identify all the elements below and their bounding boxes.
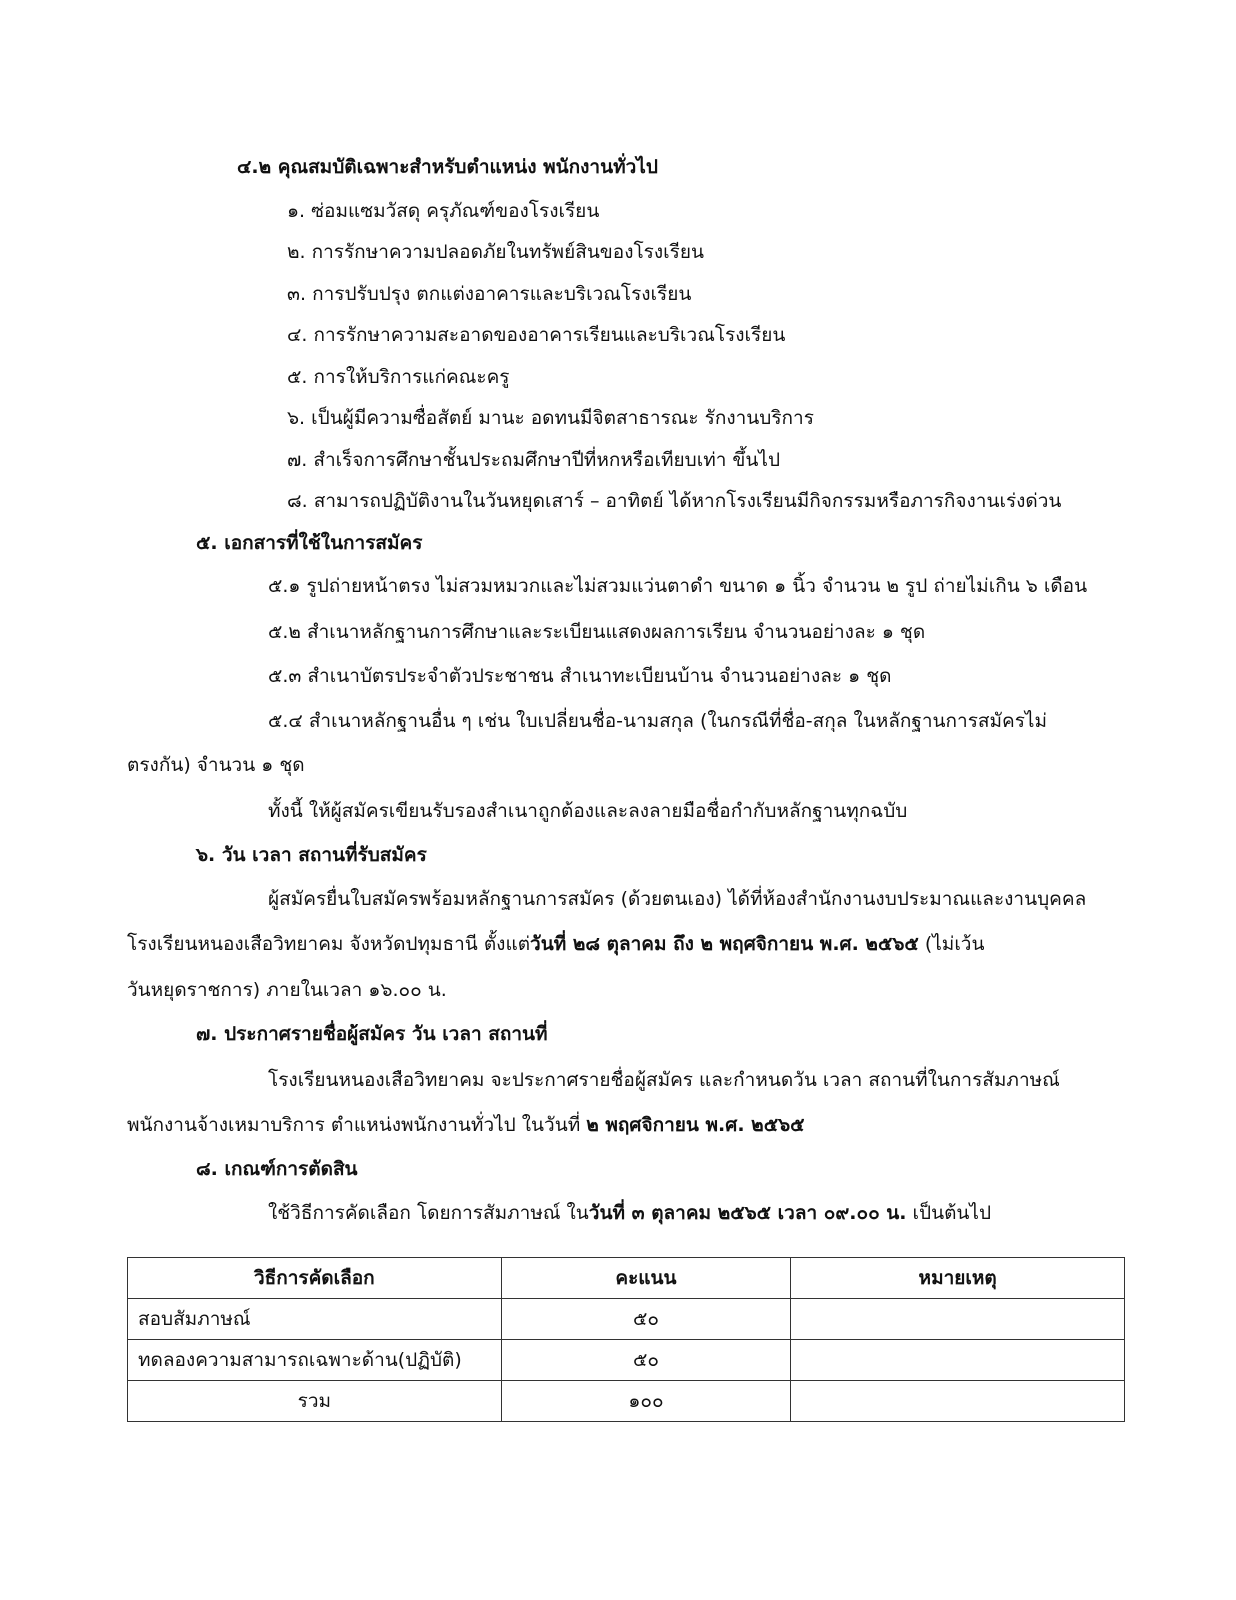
- application-dates: วันที่ ๒๘ ตุลาคม ถึง ๒ พฤศจิกายน พ.ศ. ๒๕๖๕: [530, 933, 919, 955]
- list-item: ๗. สำเร็จการศึกษาชั้นประถมศึกษาปีที่หกหรือเทียบเท่า ขึ้นไป: [287, 449, 781, 471]
- section-5-note: ทั้งนี้ ให้ผู้สมัครเขียนรับรองสำเนาถูกต้องและลงลายมือชื่อกำกับหลักฐานทุกฉบับ: [268, 800, 908, 822]
- section-6-heading: ๖. วัน เวลา สถานที่รับสมัคร: [196, 844, 427, 866]
- paragraph-line: โรงเรียนหนองเสือวิทยาคม จะประกาศรายชื่อผู้สมัคร และกำหนดวัน เวลา สถานที่ในการสัมภาษณ์: [268, 1069, 1060, 1091]
- column-header: หมายเหตุ: [791, 1258, 1125, 1299]
- announcement-date: ๒ พฤศจิกายน พ.ศ. ๒๕๖๕: [586, 1114, 805, 1136]
- paragraph-line: โรงเรียนหนองเสือวิทยาคม จังหวัดปทุมธานี ตั้งแต่วันที่ ๒๘ ตุลาคม ถึง ๒ พฤศจิกายน พ.ศ. ๒๕๖๕ (ไม่เว้น: [127, 933, 985, 955]
- list-item: ๒. การรักษาความปลอดภัยในทรัพย์สินของโรงเรียน: [287, 241, 704, 263]
- paragraph-line: วันหยุดราชการ) ภายในเวลา ๑๖.๐๐ น.: [127, 979, 447, 1001]
- table-cell: รวม: [128, 1381, 502, 1422]
- table-row: [128, 1340, 1125, 1381]
- list-item: ๑. ซ่อมแซมวัสดุ ครุภัณฑ์ของโรงเรียน: [287, 200, 600, 222]
- column-header: วิธีการคัดเลือก: [128, 1258, 502, 1299]
- table-cell: [791, 1340, 1125, 1381]
- list-item: ๕.๒ สำเนาหลักฐานการศึกษาและระเบียนแสดงผลการเรียน จำนวนอย่างละ ๑ ชุด: [268, 621, 926, 643]
- list-item: ๕.๓ สำเนาบัตรประจำตัวประชาชน สำเนาทะเบียนบ้าน จำนวนอย่างละ ๑ ชุด: [268, 665, 892, 687]
- selection-criteria-table: [127, 1257, 1125, 1422]
- list-item: ๕.๑ รูปถ่ายหน้าตรง ไม่สวมหมวกและไม่สวมแว่นตาดำ ขนาด ๑ นิ้ว จำนวน ๒ รูป ถ่ายไม่เกิน ๖ เดือน: [268, 575, 1088, 597]
- table-cell: ๕๐: [501, 1340, 791, 1381]
- list-item: ๔. การรักษาความสะอาดของอาคารเรียนและบริเวณโรงเรียน: [287, 324, 786, 346]
- section-7-heading: ๗. ประกาศรายชื่อผู้สมัคร วัน เวลา สถานที่: [196, 1023, 548, 1045]
- table-cell: ๑๐๐: [501, 1381, 791, 1422]
- list-item: ๓. การปรับปรุง ตกแต่งอาคารและบริเวณโรงเรียน: [287, 283, 692, 305]
- list-item: ๘. สามารถปฏิบัติงานในวันหยุดเสาร์ – อาทิตย์ ได้หากโรงเรียนมีกิจกรรมหรือภารกิจงานเร่งด่วน: [287, 490, 1062, 512]
- paragraph-line: ผู้สมัครยื่นใบสมัครพร้อมหลักฐานการสมัคร (ด้วยตนเอง) ได้ที่ห้องสำนักงานงบประมาณและงานบุคคล: [268, 888, 1087, 910]
- table-row: [128, 1299, 1125, 1340]
- list-item: ๕.๔ สำเนาหลักฐานอื่น ๆ เช่น ใบเปลี่ยนชื่อ-นามสกุล (ในกรณีที่ชื่อ-สกุล ในหลักฐานการสมัครไม่: [268, 710, 1048, 732]
- table-cell: ๕๐: [501, 1299, 791, 1340]
- paragraph-line: ใช้วิธีการคัดเลือก โดยการสัมภาษณ์ ในวันที่ ๓ ตุลาคม ๒๕๖๕ เวลา ๐๙.๐๐ น. เป็นต้นไป: [268, 1202, 992, 1224]
- interview-date: วันที่ ๓ ตุลาคม ๒๕๖๕ เวลา ๐๙.๐๐ น.: [588, 1202, 907, 1224]
- paragraph-line: พนักงานจ้างเหมาบริการ ตำแหน่งพนักงานทั่วไป ในวันที่ ๒ พฤศจิกายน พ.ศ. ๒๕๖๕: [127, 1114, 805, 1136]
- table-cell: ทดลองความสามารถเฉพาะด้าน(ปฏิบัติ): [128, 1340, 502, 1381]
- table-total-row: [128, 1381, 1125, 1422]
- list-item: ๕. การให้บริการแก่คณะครู: [287, 366, 510, 388]
- table-cell: [791, 1299, 1125, 1340]
- section-8-heading: ๘. เกณฑ์การตัดสิน: [196, 1158, 358, 1180]
- column-header: คะแนน: [501, 1258, 791, 1299]
- section-5-heading: ๕. เอกสารที่ใช้ในการสมัคร: [196, 532, 423, 554]
- section-4-2-heading: ๔.๒ คุณสมบัติเฉพาะสำหรับตำแหน่ง พนักงานทั่วไป: [237, 156, 658, 178]
- list-item: ๖. เป็นผู้มีความซื่อสัตย์ มานะ อดทนมีจิตสาธารณะ รักงานบริการ: [287, 407, 814, 429]
- table-cell: [791, 1381, 1125, 1422]
- table-cell: สอบสัมภาษณ์: [128, 1299, 502, 1340]
- list-item-continuation: ตรงกัน) จำนวน ๑ ชุด: [127, 754, 305, 776]
- table-header-row: [128, 1258, 1125, 1299]
